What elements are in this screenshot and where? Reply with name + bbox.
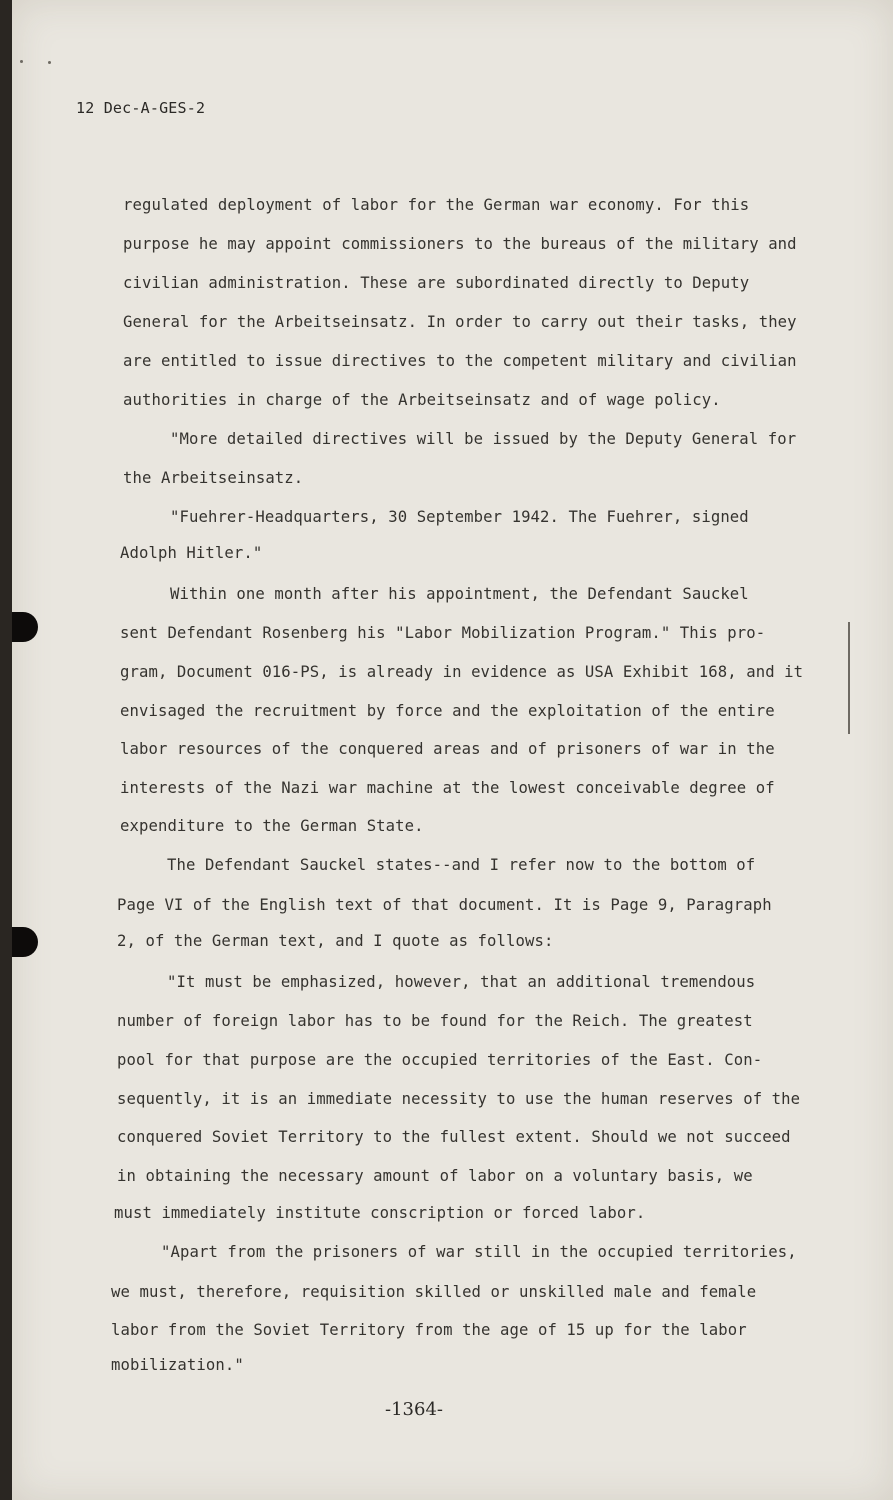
text-line: are entitled to issue directives to the competent military and civilian [123, 352, 797, 370]
text-line: gram, Document 016-PS, is already in evidence as USA Exhibit 168, and it [120, 663, 804, 681]
text-line: conquered Soviet Territory to the fullest extent. Should we not succeed [117, 1128, 791, 1146]
text-line: the Arbeitseinsatz. [123, 469, 304, 487]
text-line: authorities in charge of the Arbeitseinsatz and of wage policy. [123, 391, 721, 409]
binder-hole [12, 612, 38, 642]
text-line: Within one month after his appointment, the Defendant Sauckel [170, 585, 749, 603]
document-reference: 12 Dec-A-GES-2 [76, 99, 206, 117]
text-line: "More detailed directives will be issued by the Deputy General for [170, 430, 797, 448]
document-page [12, 0, 893, 1500]
text-line: Page VI of the English text of that document. It is Page 9, Paragraph [117, 896, 772, 914]
text-line: we must, therefore, requisition skilled or unskilled male and female [111, 1283, 757, 1301]
text-line: regulated deployment of labor for the German war economy. For this [123, 196, 750, 214]
text-line: number of foreign labor has to be found for the Reich. The greatest [117, 1012, 753, 1030]
text-line: purpose he may appoint commissioners to the bureaus of the military and [123, 235, 797, 253]
text-line: interests of the Nazi war machine at the lowest conceivable degree of [120, 779, 775, 797]
text-line: expenditure to the German State. [120, 817, 424, 835]
text-line: "Apart from the prisoners of war still in the occupied territories, [161, 1243, 797, 1261]
text-line: in obtaining the necessary amount of labor on a voluntary basis, we [117, 1167, 753, 1185]
margin-pencil-mark [848, 622, 850, 734]
text-line: General for the Arbeitseinsatz. In order to carry out their tasks, they [123, 313, 797, 331]
text-line: sequently, it is an immediate necessity to use the human reserves of the [117, 1090, 801, 1108]
text-line: sent Defendant Rosenberg his "Labor Mobilization Program." This pro- [120, 624, 766, 642]
text-line: 2, of the German text, and I quote as follows: [117, 932, 554, 950]
text-line: "Fuehrer-Headquarters, 30 September 1942. The Fuehrer, signed [170, 508, 749, 526]
text-line: "It must be emphasized, however, that an additional tremendous [167, 973, 756, 991]
text-line: pool for that purpose are the occupied territories of the East. Con- [117, 1051, 763, 1069]
text-line: civilian administration. These are subordinated directly to Deputy [123, 274, 750, 292]
text-line: Adolph Hitler." [120, 544, 263, 562]
page-number: -1364- [385, 1399, 443, 1420]
text-line: labor resources of the conquered areas and of prisoners of war in the [120, 740, 775, 758]
binder-hole [12, 927, 38, 957]
text-line: labor from the Soviet Territory from the age of 15 up for the labor [111, 1321, 747, 1339]
speck [48, 61, 51, 64]
text-line: mobilization." [111, 1356, 244, 1374]
text-line: must immediately institute conscription or forced labor. [114, 1204, 646, 1222]
speck [20, 60, 23, 63]
text-line: The Defendant Sauckel states--and I refer now to the bottom of [167, 856, 756, 874]
text-line: envisaged the recruitment by force and the exploitation of the entire [120, 702, 775, 720]
